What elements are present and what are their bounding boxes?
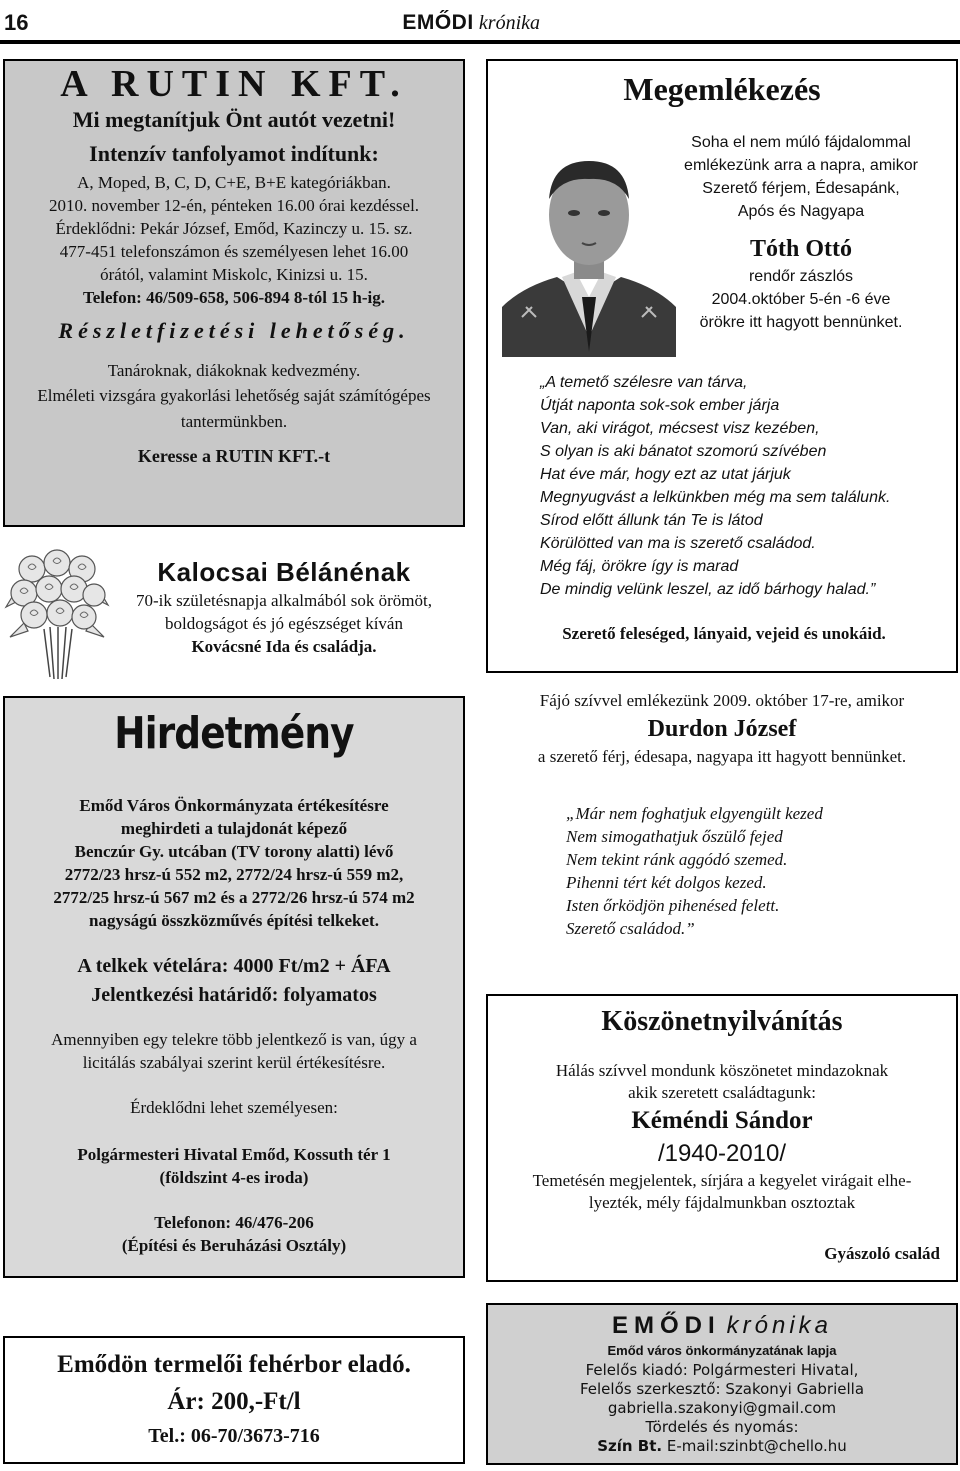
poem-line: Hat éve már, hogy ezt az utat járjuk: [540, 466, 791, 483]
rutin-exam-line2: tantermünkben.: [180, 412, 288, 431]
masthead-brand-bold: EMŐDI: [402, 11, 474, 34]
durdon-intro: Fájó szívvel emlékezünk 2009. október 17-re, amikor: [539, 691, 905, 710]
rutin-phone-line2: órától, valamint Miskolc, Kinizsi u. 15.: [100, 265, 368, 284]
masthead-brand-italic: krónika: [478, 12, 540, 34]
rutin-title: A RUTIN KFT.: [60, 63, 408, 105]
rutin-slogan: Mi megtanítjuk Önt autót vezetni!: [72, 107, 396, 132]
thanks-name: Kéméndi Sándor: [631, 1107, 813, 1134]
thanks-years: /1940-2010/: [657, 1140, 787, 1167]
birthday-line2: boldogságot és jó egészséget kíván: [165, 614, 403, 633]
birthday-name: Kalocsai Bélánénak: [157, 557, 411, 587]
memorial-poem: [540, 371, 950, 601]
memorial-signature: Szerető feleséged, lányaid, vejeid és unokáid.: [562, 624, 886, 643]
thanks-line4: lyezték, mély fájdalmunkban osztoztak: [588, 1193, 856, 1212]
durdon-line: a szerető férj, édesapa, nagyapa itt hagyott bennünket.: [537, 747, 907, 766]
masthead-brand: [402, 10, 540, 35]
birthday-greeting: [108, 555, 460, 659]
announcement-p1-line: nagyságú összközművés építési telkeket.: [89, 911, 379, 930]
thanks-box: [486, 994, 958, 1282]
memorial-intro-line: Soha el nem múló fájdalommal: [691, 134, 911, 151]
durdon-name: Durdon József: [647, 716, 797, 742]
poem-line: Sírod előtt állunk tán Te is látod: [540, 512, 763, 529]
announcement-p1-line: 2772/23 hrsz-ú 552 m2, 2772/24 hrsz-ú 559 m2,: [64, 865, 404, 884]
announcement-p1-line: Emőd Város Önkormányzata értékesítésre: [79, 796, 389, 815]
imprint-subtitle: Emőd város önkormányzatának lapja: [607, 1343, 837, 1358]
memorial-date: 2004.október 5-én -6 éve: [711, 291, 891, 308]
announcement-box: [3, 696, 465, 1278]
announcement-p1-line: Benczúr Gy. utcában (TV torony alatti) lévő: [74, 842, 394, 861]
rutin-phone-line1: 477-451 telefonszámon és személyesen lehet 16.00: [59, 242, 409, 261]
announcement-title: Hirdetmény: [114, 708, 354, 759]
rutin-ad: [3, 59, 465, 527]
header-rule: [0, 40, 960, 44]
poem-line: Nem simogathatjuk őszülő fejed: [566, 827, 783, 846]
announcement-p2-line: Amennyiben egy telekre több jelentkező is van, úgy a: [51, 1030, 417, 1049]
memorial-box: [486, 59, 958, 673]
memorial-intro-line: emlékezünk arra a napra, amikor: [684, 157, 918, 174]
durdon-memorial: [486, 690, 958, 768]
announcement-dept: (Építési és Beruházási Osztály): [121, 1236, 347, 1255]
imprint-printer-email: E-mail:szinbt@chello.hu: [666, 1437, 847, 1455]
poem-line: Van, aki virágot, mécsest visz kezében,: [540, 420, 820, 437]
wine-ad: [3, 1336, 465, 1464]
announcement-office2: (földszint 4-es iroda): [159, 1168, 309, 1187]
imprint-brand-italic: krónika: [726, 1312, 833, 1339]
poem-line: S olyan is aki bánatot szomorú szívében: [540, 443, 827, 460]
rutin-discount: Tanároknak, diákoknak kedvezmény.: [107, 361, 361, 380]
page-number: 16: [4, 10, 29, 35]
thanks-signature: Gyászoló család: [824, 1244, 940, 1263]
rose-bouquet-image: [4, 547, 110, 681]
rutin-installment: Részletfizetési lehetőség.: [58, 318, 410, 343]
rutin-course: Intenzív tanfolyamot indítunk:: [89, 141, 379, 166]
thanks-line2: akik szeretett családtagunk:: [628, 1083, 816, 1102]
durdon-poem: [566, 802, 946, 940]
imprint-printer: Szín Bt.: [597, 1437, 663, 1455]
memorial-text: [672, 131, 930, 334]
announcement-phone: Telefonon: 46/476-206: [154, 1213, 314, 1232]
rutin-contact: Érdeklődni: Pekár József, Emőd, Kazinczy u. 15. sz.: [55, 219, 413, 238]
poem-line: Megnyugvást a lelkünkben még ma sem találunk.: [540, 489, 891, 506]
imprint-printer-row: [488, 1437, 956, 1456]
imprint-publisher: Felelős kiadó: Polgármesteri Hivatal,: [585, 1361, 859, 1379]
memorial-intro-line: Após és Nagyapa: [737, 203, 865, 220]
wine-phone: Tel.: 06-70/3673-716: [148, 1425, 320, 1447]
memorial-title: Megemlékezés: [623, 71, 821, 107]
imprint-editor: Felelős szerkesztő: Szakonyi Gabriella: [579, 1380, 865, 1398]
announcement-price: A telkek vételára: 4000 Ft/m2 + ÁFA: [77, 955, 391, 977]
imprint-box: [486, 1303, 958, 1465]
poem-line: Pihenni tért két dolgos kezed.: [566, 873, 767, 892]
poem-line: Isten őrködjön pihenésed felett.: [566, 896, 780, 915]
poem-line: Nem tekint ránk aggódó szemed.: [566, 850, 788, 869]
poem-line: Szerető családod.”: [566, 919, 695, 938]
thanks-line1: Hálás szívvel mondunk köszönetet mindazoknak: [555, 1061, 889, 1080]
poem-line: Még fáj, örökre így is marad: [540, 558, 739, 575]
poem-line: Körülötted van ma is szerető családod.: [540, 535, 816, 552]
imprint-brand-bold: EMŐDI: [611, 1312, 721, 1339]
rutin-phone-line3: Telefon: 46/509-658, 506-894 8-tól 15 h-ig.: [82, 288, 386, 307]
thanks-title: Köszönetnyilvánítás: [601, 1006, 843, 1037]
announcement-p2-line: licitálás szabályai szerint kerül értékesítésre.: [82, 1053, 386, 1072]
announcement-p1-line: meghirdeti a tulajdonát képező: [120, 819, 348, 838]
memorial-rank: rendőr zászlós: [748, 268, 854, 285]
portrait-photo: [502, 137, 676, 357]
poem-line: Útját naponta sok-sok ember járja: [540, 397, 780, 414]
poem-line: „A temető szélesre van tárva,: [540, 374, 748, 391]
rutin-exam-line1: Elméleti vizsgára gyakorlási lehetőség saját számítógépes: [37, 386, 431, 405]
announcement-p1-line: 2772/25 hrsz-ú 567 m2 és a 2772/26 hrsz-ú 574 m2: [53, 888, 415, 907]
imprint-print-label: Tördelés és nyomás:: [645, 1418, 799, 1436]
wine-title: Emődön termelői fehérbor eladó.: [57, 1351, 411, 1378]
poem-line: „Már nem foghatjuk elgyengült kezed: [566, 804, 823, 823]
memorial-intro-line: Szerető férjem, Édesapánk,: [702, 180, 900, 197]
birthday-line1: 70-ik születésnapja alkalmából sok örömöt,: [135, 591, 432, 610]
announcement-deadline: Jelentkezési határidő: folyamatos: [91, 984, 377, 1006]
memorial-name: Tóth Ottó: [750, 236, 852, 262]
birthday-from: Kovácsné Ida és családja.: [191, 637, 377, 656]
rutin-categories: A, Moped, B, C, D, C+E, B+E kategóriákban.: [77, 173, 391, 192]
rutin-date: 2010. november 12-én, pénteken 16.00 órai kezdéssel.: [48, 196, 420, 215]
memorial-left: örökre itt hagyott bennünket.: [699, 314, 903, 331]
imprint-email: gabriella.szakonyi@gmail.com: [607, 1399, 837, 1417]
poem-line: De mindig velünk leszel, az idő bárhogy halad.”: [540, 581, 876, 598]
rutin-closing: Keresse a RUTIN KFT.-t: [137, 446, 331, 466]
wine-price: Ár: 200,-Ft/l: [167, 1388, 301, 1415]
announcement-inquire: Érdeklődni lehet személyesen:: [130, 1098, 338, 1117]
announcement-office1: Polgármesteri Hivatal Emőd, Kossuth tér 1: [77, 1145, 391, 1164]
thanks-line3: Temetésén megjelentek, sírjára a kegyelet virágait elhe-: [532, 1171, 912, 1190]
imprint-brand: [488, 1311, 956, 1341]
